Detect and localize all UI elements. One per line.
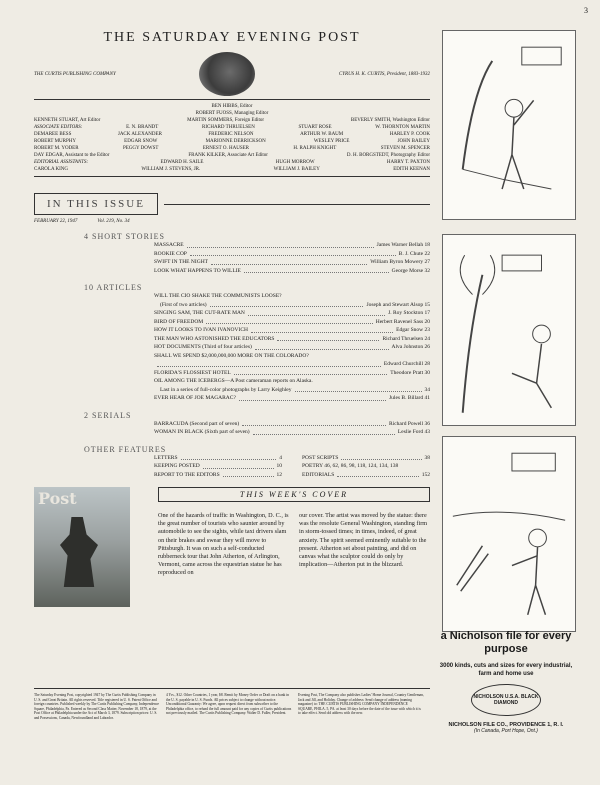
toc-title: LETTERS xyxy=(154,454,178,461)
toc-page: 32 xyxy=(424,267,430,274)
staff-name: EDWARD H. SAILE xyxy=(160,160,204,165)
toc-page: 38 xyxy=(424,454,430,461)
toc-author: Richard Thruelsen xyxy=(382,335,424,342)
ad-slogan-block xyxy=(436,630,576,734)
toc-entry[interactable] xyxy=(154,454,282,463)
leader-dots xyxy=(181,454,277,461)
cover-section xyxy=(34,487,430,607)
toc-author: J. Roy Stockton xyxy=(388,310,424,316)
toc-entry[interactable] xyxy=(154,318,430,327)
staff-name: ARTHUR W. BAUM xyxy=(300,132,344,137)
masthead-row xyxy=(34,52,430,96)
toc-page: 34 xyxy=(424,386,430,393)
leader-dots xyxy=(244,267,389,274)
associates-row-2 xyxy=(34,138,430,145)
toc-author: Leslie Ford xyxy=(397,429,424,435)
ad-tagline: 3000 kinds, cuts and sizes for every industrial, farm and home use xyxy=(439,663,573,677)
staff-name: DAY EDGAR, Assistant to the Editor xyxy=(34,153,110,158)
toc-page: 17 xyxy=(424,310,430,316)
staff-name: EDITH KEENAN xyxy=(393,167,430,172)
ad-panel-2 xyxy=(442,234,576,426)
serials-heading: 2 SERIALS xyxy=(84,410,132,420)
leader-dots xyxy=(251,326,393,333)
toc-author: James Warner Bellah xyxy=(376,242,424,248)
leader-dots xyxy=(295,386,422,393)
founder-portrait xyxy=(199,52,255,96)
toc-title: MASSACRE xyxy=(154,242,184,248)
toc-entry[interactable] xyxy=(154,309,430,318)
toc-page: 26 xyxy=(424,344,430,350)
woodchopper-illustration xyxy=(443,31,575,219)
dateline xyxy=(34,219,430,224)
toc-author: George Morse xyxy=(391,267,424,274)
in-this-issue-header xyxy=(34,193,430,215)
staff-name: MARIONNE DERRICKSON xyxy=(205,139,266,144)
leader-dots xyxy=(190,250,396,257)
leader-dots xyxy=(203,462,274,469)
managing-editor: ROBERT FUOSS, Managing Editor xyxy=(195,111,269,116)
toc-title: THE MAN WHO ASTONISHED THE EDUCATORS xyxy=(154,335,275,342)
issue-date: FEBRUARY 22, 1947 xyxy=(34,219,78,224)
toc-page: 28 xyxy=(424,361,430,367)
toc-title: WOMAN IN BLACK (Sixth part of seven) xyxy=(154,429,250,435)
staff-name: H. RALPH KNIGHT xyxy=(293,146,337,151)
staff-name: ERNEST O. HAUSER xyxy=(202,146,250,151)
editorial-row-0 xyxy=(34,159,430,166)
toc-entry[interactable] xyxy=(154,377,430,386)
toc-entry[interactable] xyxy=(302,462,430,471)
short-stories-list xyxy=(154,241,430,275)
toc-entry[interactable] xyxy=(302,471,430,480)
features-col-left xyxy=(154,454,282,480)
leader-dots xyxy=(187,241,374,248)
toc-page: 36 xyxy=(424,420,430,427)
leader-dots xyxy=(341,454,421,461)
toc-title: FLORIDA'S FLOSSIEST HOTEL xyxy=(154,369,231,376)
toc-title: WILL THE CIO SHAKE THE COMMUNISTS LOOSE? xyxy=(154,293,282,299)
footer-col-3: Evening Post, The Company also publishes Ladies' Home Journal, Country Gentleman, Jack and Jill, and Holiday. Change of address: Send change of address (naming magazine) to: THE CURTIS PUBLISHING COMPANY INDEPENDENCE SQUARE, PHILA. 5, PA. at least 30 days before the date of the issue with which it is to take effect. Send old address with the new. xyxy=(298,693,424,716)
toc-entry[interactable] xyxy=(154,250,430,259)
toc-page: 20 xyxy=(424,318,430,325)
staff-name: FREDERIC NELSON xyxy=(208,132,254,137)
staff-name: EDGAR SNOW xyxy=(124,139,158,144)
toc-page: 18 xyxy=(424,242,430,248)
editorial-row-1 xyxy=(34,166,430,173)
ad-slogan: a Nicholson file for every purpose xyxy=(440,630,572,655)
toc-title: HOW IT LOOKS TO IVAN IVANOVICH xyxy=(154,327,248,333)
associates-row-0 xyxy=(34,124,430,131)
toc-title: SINGING SAM, THE CUT-RATE MAN xyxy=(154,310,245,316)
toc-entry[interactable] xyxy=(302,454,430,463)
staff-name: RICHARD THRUELSEN xyxy=(202,125,255,130)
cover-image xyxy=(34,487,130,607)
divider xyxy=(34,99,430,100)
contents-column xyxy=(34,16,430,607)
serials-list xyxy=(154,420,430,437)
axe-sharpening-illustration xyxy=(443,437,575,631)
toc-entry[interactable] xyxy=(154,335,430,344)
staff-name: CAROLA KING xyxy=(34,167,69,172)
staff-name: DEMAREE BESS xyxy=(34,132,72,137)
staff-name: W. THORNTON MARTIN xyxy=(375,125,430,130)
short-stories-heading: 4 SHORT STORIES xyxy=(84,232,165,241)
foreign-editor: MARTIN SOMMERS, Foreign Editor xyxy=(187,118,265,123)
staff-name: ROBERT MURPHY xyxy=(34,139,76,144)
toc-title: BARRACUDA (Second part of seven) xyxy=(154,420,240,427)
footer-col-1: The Saturday Evening Post, copyrighted 1947 by The Curtis Publishing Company in U. S. and Great Britain. All rights reserved. Title registered in U. S. Patent Office and foreign countries. Published weekly by The Curtis Publishing Company, Independence Square, Philadelphia, Pa. Entered as Second Class Matter, November 18, 1879, at the Post Office at Philadelphia under the Act of March 3, 1879. Subscription prices: U. S. and Possessions, Canada, Newfoundland and Labrador. xyxy=(34,693,159,720)
leader-dots xyxy=(248,309,385,316)
cover-paragraph-1: One of the hazards of traffic in Washington, D. C., is the great number of tourists who saunter around by automobile to see the sights, while taxi drivers slam on their brakes and swear they will move to Pittsburgh. It was on such a self-conducted rubberneck tour that John Atherton, of Arlington, Vermont, came across the equestrian statue he has reproduced on xyxy=(158,512,289,577)
toc-entry[interactable] xyxy=(154,258,430,267)
toc-entry[interactable] xyxy=(154,369,430,378)
staff-name: JOHN BAILEY xyxy=(397,139,430,144)
editor: BEN HIBBS, Editor xyxy=(211,104,253,109)
staff-name: FRANK KILKER, Associate Art Editor xyxy=(188,153,268,158)
company-name: THE CURTIS PUBLISHING COMPANY xyxy=(34,71,116,77)
toc-entry[interactable] xyxy=(154,343,430,352)
toc-entry[interactable] xyxy=(154,267,430,276)
toc-title: REPORT TO THE EDITORS xyxy=(154,471,220,478)
staff-name: STUART ROSE xyxy=(298,125,332,130)
toc-entry-sub[interactable] xyxy=(154,386,430,395)
associate-label: ASSOCIATE EDITORS: xyxy=(34,125,83,130)
toc-entry[interactable] xyxy=(154,420,430,429)
ad-panel-3 xyxy=(442,436,576,632)
publication-footer xyxy=(34,688,430,783)
toc-entry[interactable] xyxy=(154,352,430,361)
divider xyxy=(34,176,430,177)
in-this-issue-title: IN THIS ISSUE xyxy=(34,193,158,215)
toc-title: SWIFT IN THE NIGHT xyxy=(154,259,209,265)
staff-name: JACK ALEXANDER xyxy=(117,132,162,137)
leader-dots xyxy=(211,258,367,265)
cover-text xyxy=(158,512,430,578)
leader-dots xyxy=(253,428,395,435)
toc-entry[interactable] xyxy=(154,326,430,335)
ad-panel-1 xyxy=(442,30,576,220)
toc-page: 30 xyxy=(424,369,430,376)
toc-entry[interactable] xyxy=(154,241,430,250)
toc-author: Theodore Pratt xyxy=(390,369,424,376)
issue-volume: Vol. 219, No. 34 xyxy=(97,219,130,224)
staff-name: HARRY T. PAXTON xyxy=(386,160,430,165)
leader-dots xyxy=(206,318,373,325)
associates-row-1 xyxy=(34,131,430,138)
leader-dots xyxy=(223,471,274,478)
toc-page: 15 xyxy=(424,301,430,308)
leader-dots xyxy=(157,360,381,367)
toc-author: Edward Churchill xyxy=(383,361,424,367)
toc-page: 22 xyxy=(424,250,430,257)
toc-entry[interactable] xyxy=(154,394,430,403)
page-number: 3 xyxy=(584,6,588,15)
leader-dots xyxy=(239,394,386,401)
ad-company: NICHOLSON FILE CO., PROVIDENCE 1, R. I. xyxy=(448,722,564,728)
ad-canada: (In Canada, Port Hope, Ont.) xyxy=(474,728,538,734)
toc-entry[interactable] xyxy=(154,462,282,471)
sawing-illustration xyxy=(443,235,575,425)
staff-name: ROBERT M. YODER xyxy=(34,146,79,151)
toc-author: B. J. Chute xyxy=(398,250,424,257)
masthead-title: THE SATURDAY EVENING POST xyxy=(103,30,361,45)
washington-editor: BEVERLY SMITH, Washington Editor xyxy=(350,118,430,123)
toc-author: Joseph and Stewart Alsop xyxy=(366,301,424,308)
features-list xyxy=(154,454,430,480)
toc-entry-sub[interactable] xyxy=(154,360,430,369)
toc-title: EVER HEAR OF JOE MAGARAC? xyxy=(154,395,236,401)
toc-author: William Byron Mowery xyxy=(370,259,424,265)
articles-heading: 10 ARTICLES xyxy=(84,283,143,292)
nicholson-advertisement xyxy=(436,12,576,782)
toc-page: 12 xyxy=(276,471,282,478)
toc-title: KEEPING POSTED xyxy=(154,463,200,469)
editors-row xyxy=(34,117,430,124)
staff-box xyxy=(34,103,430,173)
toc-page: 24 xyxy=(424,335,430,342)
staff-name: D. H. BORGSTEDT, Photography Editor xyxy=(346,153,430,158)
footer-col-2: 4 Yrs., $12. Other Countries, 1 year, $8. Remit by Money Order or Draft on a bank in the U. S. payable in U. S. Funds. All prices subject to change without notice. Unconditional Guaranty: We agree, upon request direct from subscriber to the Philadelphia office, to refund the full amount paid for any copies of Curtis publications not previously mailed. The Curtis Publishing Company. Walter D. Fuller, President. xyxy=(166,693,292,716)
toc-title: EDITORIALS xyxy=(302,471,335,478)
staff-name: PEGGY DOWST xyxy=(122,146,159,151)
features-left xyxy=(154,454,282,480)
toc-subtitle: Last in a series of full-color photographs by Larry Keighley xyxy=(160,386,292,393)
cover-story xyxy=(158,487,430,607)
divider xyxy=(164,204,430,205)
leader-dots xyxy=(242,420,386,427)
leader-dots xyxy=(337,471,418,478)
toc-subtitle: (First of two articles) xyxy=(160,301,207,308)
toc-title: HOT DOCUMENTS (Third of four articles) xyxy=(154,344,252,350)
toc-page: 10 xyxy=(276,463,282,469)
staff-name: WESLEY PRICE xyxy=(313,139,350,144)
staff-name: HUGH MORROW xyxy=(275,160,315,165)
toc-author: Edgar Snow xyxy=(396,327,424,333)
assistants-row xyxy=(34,152,430,159)
leader-dots xyxy=(277,335,379,342)
toc-title: POST SCRIPTS xyxy=(302,454,339,461)
features-heading: OTHER FEATURES xyxy=(84,444,167,454)
toc-title: LOOK WHAT HAPPENS TO WILLIE xyxy=(154,267,241,274)
toc-page: 152 xyxy=(421,471,430,478)
toc-entry-sub[interactable] xyxy=(154,301,430,310)
equestrian-statue-illustration xyxy=(60,517,98,587)
features-right xyxy=(302,454,430,480)
staff-name: E. N. BRANDT xyxy=(126,125,159,130)
toc-page: 4 xyxy=(279,454,282,461)
founder-credit: CYRUS H. K. CURTIS, President, 1883-1932 xyxy=(338,71,430,77)
leader-dots xyxy=(234,369,388,376)
cover-heading: THIS WEEK'S COVER xyxy=(158,487,430,502)
staff-name: WILLIAM J. STEVENS, JR. xyxy=(141,167,201,172)
toc-title: BIRD OF FREEDOM xyxy=(154,318,204,325)
toc-page: 43 xyxy=(424,429,430,435)
toc-page: 27 xyxy=(424,259,430,265)
toc-entry[interactable] xyxy=(154,292,430,301)
toc-author: Alva Johnston xyxy=(391,344,424,350)
toc-title: POETRY 46, 62, 86, 98, 118, 124, 134, 138 xyxy=(302,463,399,469)
features-col-right xyxy=(302,454,430,480)
art-editor: KENNETH STUART, Art Editor xyxy=(34,118,101,123)
toc-title: OIL AMONG THE ICEBERGS—A Post cameraman reports on Alaska. xyxy=(154,378,313,384)
articles-list xyxy=(154,292,430,403)
leader-dots xyxy=(255,343,389,350)
cover-logo: Post xyxy=(38,489,77,508)
toc-page: 23 xyxy=(424,327,430,333)
toc-title: SHALL WE SPEND $2,000,000,000 MORE ON THE COLORADO? xyxy=(154,352,309,359)
cover-paragraph-2: our cover. The artist was moved by the statue: there was the resolute General Washington, standing firm in storm-tossed times; in times, indeed, of great anxiety. The spirit seemed eminently suitable to the present. Atherton set about painting, and did on canvas what the sculptor could do only by implication—Atherton put in the blizzard. xyxy=(299,512,428,569)
toc-title: ROOKIE COP xyxy=(154,250,187,257)
toc-entry[interactable] xyxy=(154,471,282,480)
toc-author: Richard Powell xyxy=(389,420,424,427)
toc-author: Herbert Ravenel Sass xyxy=(375,318,424,325)
staff-name: WILLIAM J. BAILEY xyxy=(273,167,320,172)
toc-entry[interactable] xyxy=(154,428,430,437)
toc-page: 41 xyxy=(424,395,430,401)
associates-row-3 xyxy=(34,145,430,152)
toc-author: Jules B. Billard xyxy=(389,395,424,401)
staff-name: STEVEN M. SPENCER xyxy=(380,146,430,151)
leader-dots xyxy=(210,301,364,308)
nicholson-logo: NICHOLSON U.S.A. BLACK DIAMOND xyxy=(471,684,541,716)
staff-name: HARLEY P. COOK xyxy=(389,132,430,137)
editorial-label: EDITORIAL ASSISTANTS: xyxy=(34,160,89,165)
